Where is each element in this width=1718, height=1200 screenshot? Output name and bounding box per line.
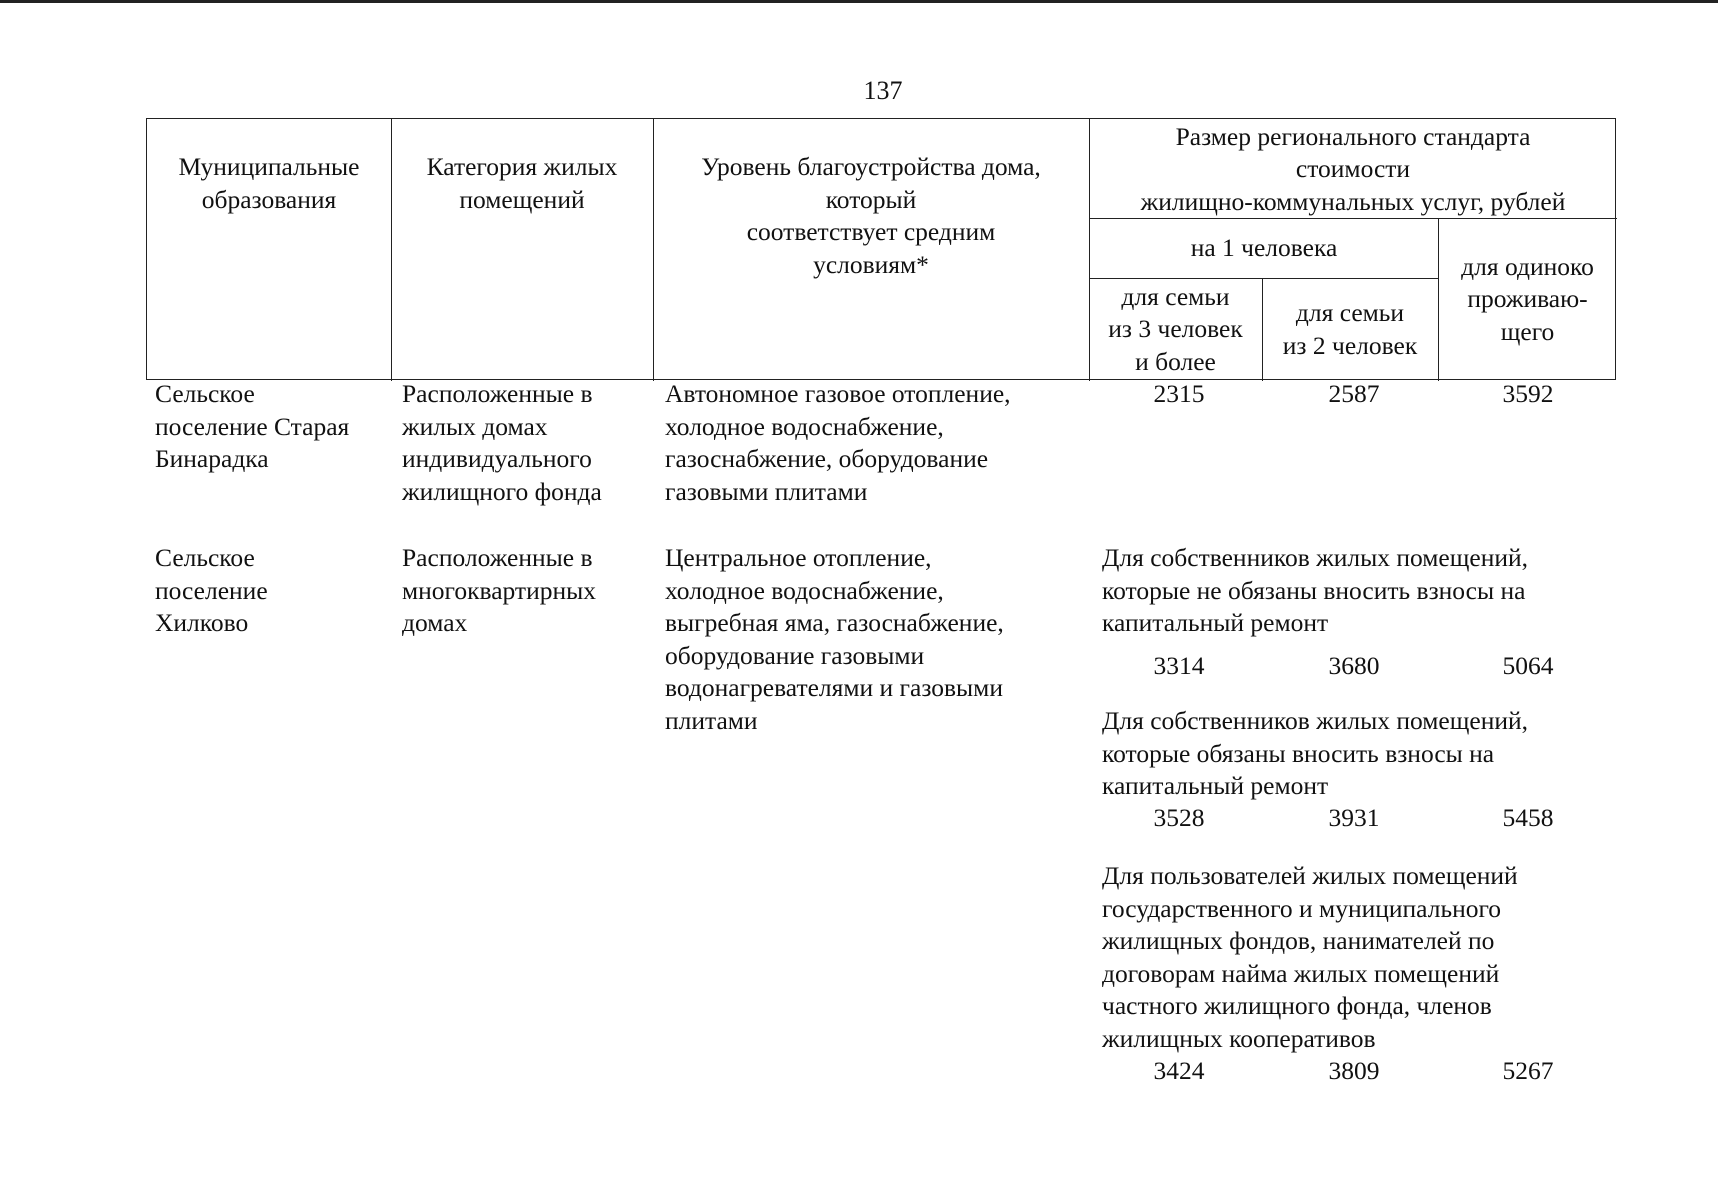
header-category: Категория жилых помещений (426, 152, 618, 214)
header-single: для одиноко проживаю- щего (1461, 251, 1594, 346)
value-family-2: 3809 (1328, 1056, 1380, 1085)
value-family-3: 3528 (1153, 803, 1205, 832)
header-per-person: на 1 человека (1190, 232, 1338, 262)
value-family-2: 3931 (1328, 803, 1380, 832)
user-group-note: Для пользователей жилых помещений государственного и муниципального жилищных фондов, нанимателей по договорам найма жилых помещений частного жилищного фонда, членов жилищных кооперативов (1102, 861, 1518, 1053)
amenities-cell: Центральное отопление, холодное водоснабжение, выгребная яма, газоснабжение, оборудование газовыми водонагревателями и газовыми плитами (665, 543, 1004, 735)
page-number: 137 (863, 76, 903, 105)
municipality-cell: Сельское поселение Старая Бинарадка (155, 379, 350, 473)
value-single: 3592 (1502, 379, 1554, 408)
header-family-2: для семьи из 2 человек (1282, 298, 1418, 360)
header-municipality: Муниципальные образования (178, 152, 360, 214)
table-header (146, 118, 1616, 380)
category-cell: Расположенные в многоквартирных домах (402, 543, 597, 637)
header-amenities: Уровень благоустройства дома, который соответствует средним условиям* (701, 152, 1041, 279)
value-family-3: 2315 (1153, 379, 1205, 408)
value-single: 5267 (1502, 1056, 1554, 1085)
value-single: 5064 (1502, 651, 1554, 680)
header-family-3: для семьи из 3 человек и более (1108, 281, 1243, 376)
value-family-2: 3680 (1328, 651, 1380, 680)
value-family-3: 3424 (1153, 1056, 1205, 1085)
value-family-2: 2587 (1328, 379, 1380, 408)
owner-group-note: Для собственников жилых помещений, которые не обязаны вносить взносы на капитальный ремонт (1102, 543, 1529, 637)
owner-group-note: Для собственников жилых помещений, которые обязаны вносить взносы на капитальный ремонт (1102, 706, 1529, 800)
category-cell: Расположенные в жилых домах индивидуального жилищного фонда (402, 379, 602, 506)
scan-top-edge (0, 0, 1718, 3)
value-single: 5458 (1502, 803, 1554, 832)
municipality-cell: Сельское поселение Хилково (155, 543, 268, 637)
amenities-cell: Автономное газовое отопление, холодное водоснабжение, газоснабжение, оборудование газовыми плитами (665, 379, 1011, 506)
header-standard-size: Размер регионального стандарта стоимости жилищно-коммунальных услуг, рублей (1140, 121, 1566, 216)
value-family-3: 3314 (1153, 651, 1205, 680)
